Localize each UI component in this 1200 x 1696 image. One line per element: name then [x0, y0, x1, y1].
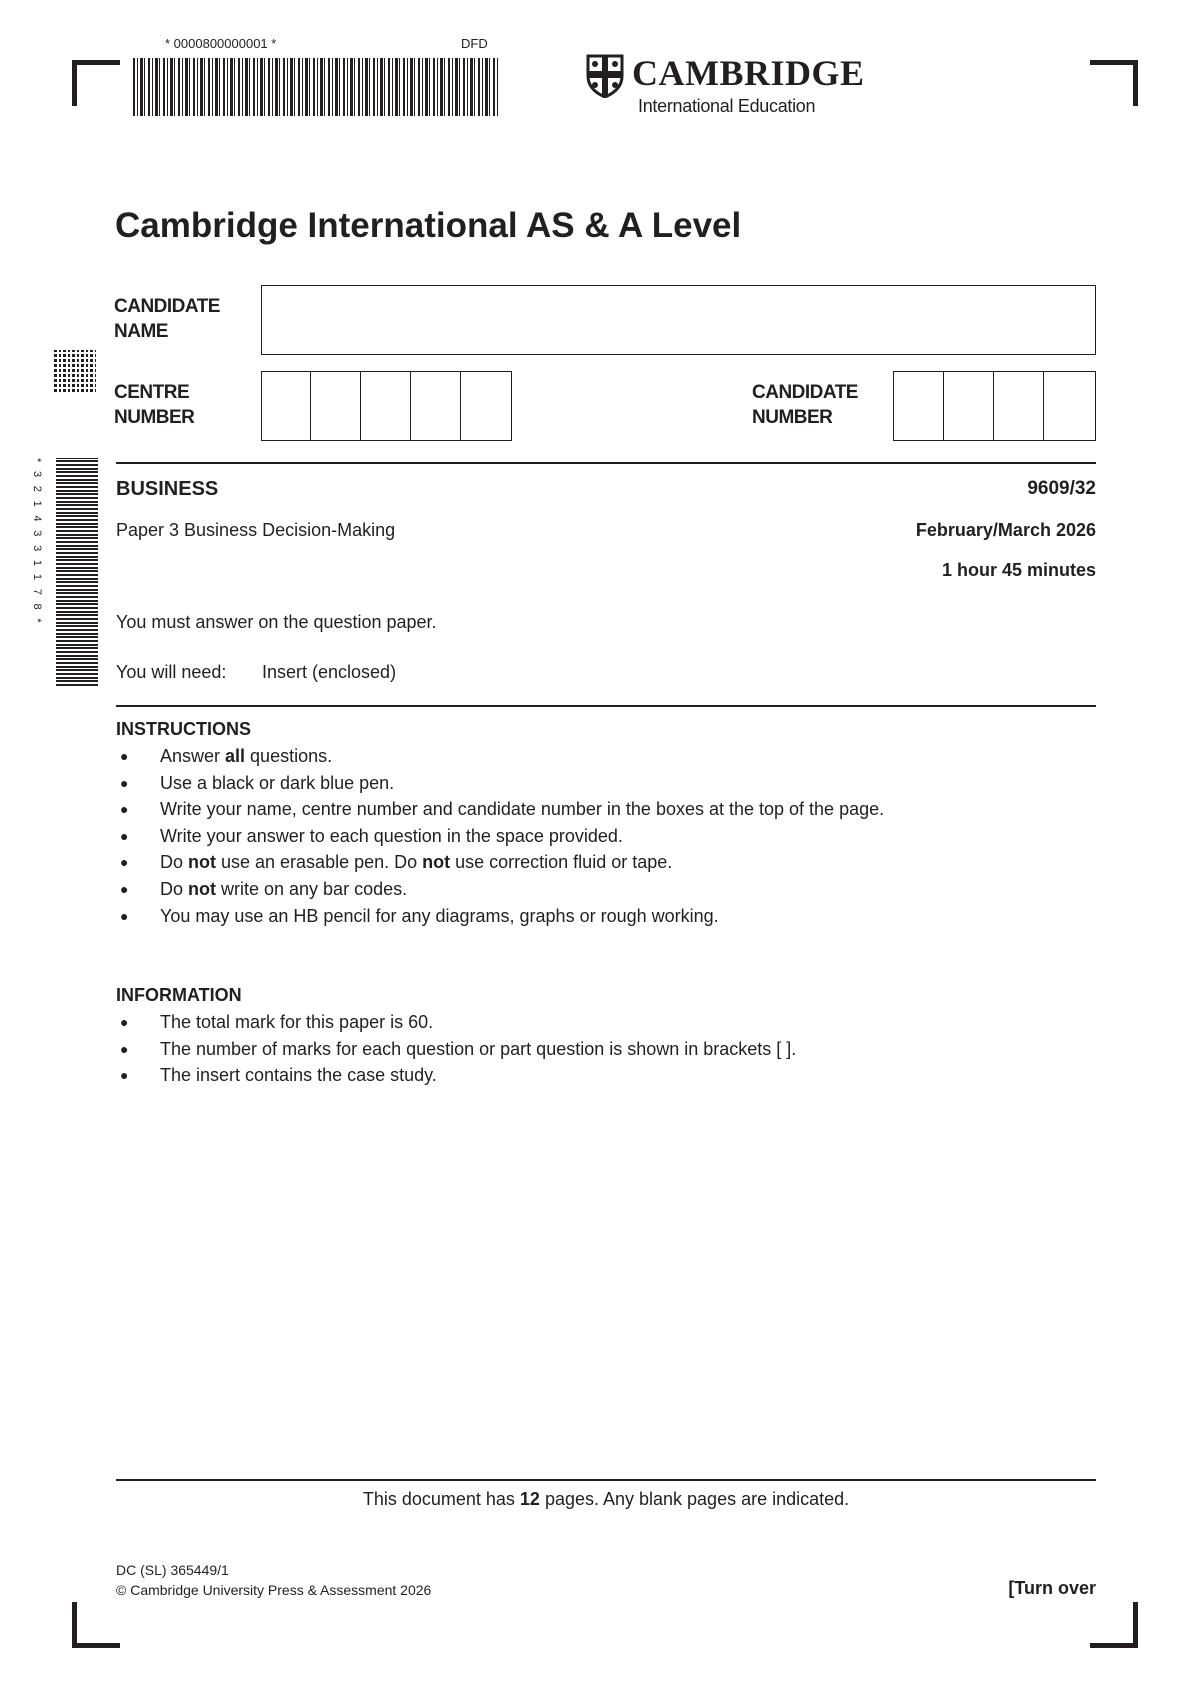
page-title: Cambridge International AS & A Level [115, 206, 742, 245]
instructions-list [116, 743, 884, 929]
barcode-top [133, 58, 500, 116]
barcode-top-tag: DFD [461, 36, 488, 51]
subject-name: BUSINESS [116, 478, 219, 500]
crop-mark-top-right-v [1133, 60, 1138, 106]
candidate-name-field[interactable] [261, 285, 1096, 355]
information-list [116, 1009, 796, 1089]
barcode-top-code: * 0000800000001 * [165, 36, 277, 51]
candidate-name-label-1: CANDIDATE [114, 296, 220, 317]
side-barcode-digits: *3214331178* [31, 458, 43, 632]
qr-code-icon [54, 350, 96, 392]
list-item: ● Write your name, centre number and candidate number in the boxes at the top of the page. [116, 796, 884, 823]
crop-mark-bottom-left [72, 1643, 120, 1648]
bullet-icon: ● [120, 854, 129, 871]
divider [116, 462, 1096, 464]
crop-mark-top-left [72, 60, 120, 65]
copyright-notice: © Cambridge University Press & Assessment 2026 [116, 1582, 432, 1598]
bullet-icon: ● [120, 774, 129, 791]
candidate-number-cell [943, 372, 944, 440]
bullet-icon: ● [120, 880, 129, 897]
divider [116, 705, 1096, 707]
candidate-number-field[interactable] [893, 371, 1096, 441]
crop-mark-top-right [1090, 60, 1138, 65]
exam-duration: 1 hour 45 minutes [941, 560, 1096, 580]
syllabus-code: 9609/32 [1027, 478, 1096, 499]
page-count-note: This document has 12 pages. Any blank pages are indicated. [362, 1489, 850, 1509]
side-barcode [56, 458, 98, 686]
candidate-number-label-1: CANDIDATE [752, 382, 858, 403]
bullet-icon: ● [120, 827, 129, 844]
bullet-icon: ● [120, 1014, 129, 1030]
instructions-heading: INSTRUCTIONS [116, 719, 251, 739]
list-item: ● Use a black or dark blue pen. [116, 770, 884, 797]
centre-number-cell [360, 372, 361, 440]
turn-over: [Turn over [1008, 1578, 1096, 1598]
list-item: ● Write your answer to each question in the space provided. [116, 823, 884, 850]
exam-session: February/March 2026 [915, 520, 1096, 540]
cambridge-shield-icon [586, 54, 624, 98]
centre-number-label-1: CENTRE [114, 382, 190, 403]
will-need-value: Insert (enclosed) [262, 662, 397, 682]
centre-number-cell [460, 372, 461, 440]
divider [116, 1479, 1096, 1481]
list-item: ● The insert contains the case study. [116, 1062, 796, 1089]
paper-title: Paper 3 Business Decision-Making [116, 520, 396, 540]
candidate-name-label-2: NAME [114, 321, 168, 342]
centre-number-cell [310, 372, 311, 440]
list-item: ● Do not write on any bar codes. [116, 876, 884, 903]
bullet-icon: ● [120, 748, 129, 764]
bullet-icon: ● [120, 1067, 129, 1084]
list-item: ● Answer all questions. [116, 743, 884, 770]
document-code: DC (SL) 365449/1 [116, 1562, 229, 1578]
bullet-icon: ● [120, 801, 129, 818]
bullet-icon: ● [120, 1040, 129, 1057]
list-item: ● You may use an HB pencil for any diagrams, graphs or rough working. [116, 903, 884, 930]
centre-number-cell [410, 372, 411, 440]
must-answer-text: You must answer on the question paper. [116, 612, 437, 632]
list-item: ● The number of marks for each question or part question is shown in brackets [ ]. [116, 1036, 796, 1063]
will-need-label: You will need: [116, 662, 227, 682]
crop-mark-bottom-right [1090, 1643, 1138, 1648]
logo-subtitle: International Education [638, 96, 816, 116]
crop-mark-bottom-left-v [72, 1602, 77, 1648]
crop-mark-bottom-right-v [1133, 1602, 1138, 1648]
list-item: ● Do not use an erasable pen. Do not use correction fluid or tape. [116, 849, 884, 876]
centre-number-field[interactable] [261, 371, 512, 441]
logo-name: CAMBRIDGE [632, 53, 865, 93]
information-heading: INFORMATION [116, 985, 242, 1005]
candidate-number-cell [993, 372, 994, 440]
candidate-number-label-2: NUMBER [752, 407, 833, 428]
centre-number-label-2: NUMBER [114, 407, 195, 428]
list-item: ● The total mark for this paper is 60. [116, 1009, 796, 1036]
bullet-icon: ● [120, 907, 129, 924]
crop-mark-top-left-v [72, 60, 77, 106]
candidate-number-cell [1043, 372, 1044, 440]
